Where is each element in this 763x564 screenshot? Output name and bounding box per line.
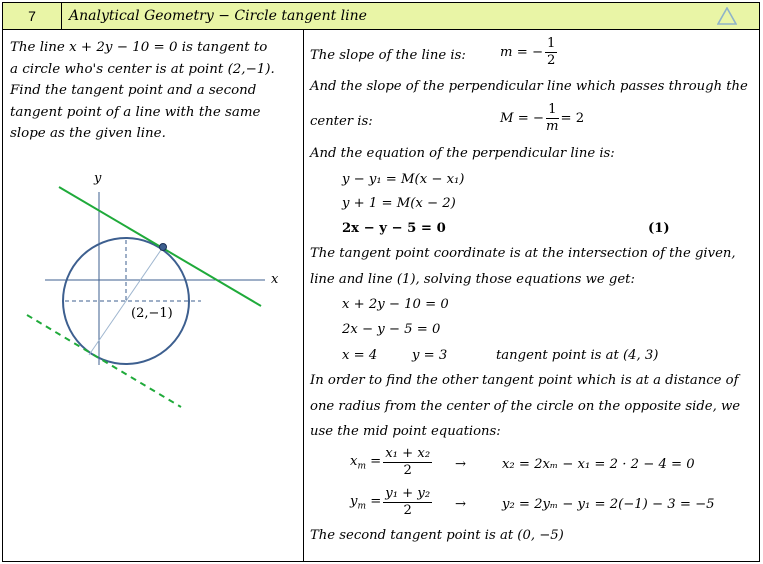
ym-numerator: y₁ + y₂ xyxy=(385,486,431,501)
other-text-2: one radius from the center of the circle on the opposite side, we xyxy=(310,399,741,414)
eq-text: And the equation of the perpendicular line is: xyxy=(310,146,615,161)
final-text: The second tangent point is at (0, −5) xyxy=(310,528,564,543)
slope-fraction xyxy=(545,36,557,69)
midpoint-y-equation xyxy=(350,486,434,519)
perp-fraction xyxy=(546,102,559,135)
solution-x: x = 4 xyxy=(342,348,378,363)
ym-denominator: 2 xyxy=(403,503,412,518)
perp-text-1: And the slope of the perpendicular line which passes through the xyxy=(310,79,748,94)
inter-text-2: line and line (1), solving those equations we get: xyxy=(310,272,635,287)
xm-lhs: $x_m$ = xyxy=(350,453,382,472)
tangent-point xyxy=(160,244,167,251)
problem-number: 7 xyxy=(3,3,62,29)
perp-lhs: M = − xyxy=(500,111,544,126)
xm-arrow-icon: → xyxy=(455,457,467,472)
ym-lhs: $y_m$ = xyxy=(350,493,382,512)
xm-denominator: 2 xyxy=(403,463,412,478)
problem-line: Find the tangent point and a second xyxy=(10,83,257,98)
xm-symbol: x xyxy=(350,453,358,469)
midpoint-x-equation xyxy=(350,446,434,479)
xm-fraction xyxy=(383,446,432,479)
perp-line xyxy=(310,102,585,134)
slope-lhs: m = − xyxy=(500,45,543,60)
slope-denominator: 2 xyxy=(547,53,556,68)
y-axis-label: y xyxy=(94,171,102,186)
eq-line-2: y + 1 = M(x − 2) xyxy=(342,196,456,211)
ym-arrow-icon: → xyxy=(455,497,467,512)
slope-text: The slope of the line is: xyxy=(310,48,466,63)
column-divider xyxy=(303,30,304,561)
header-bar xyxy=(2,2,760,30)
eq-line-1: y − y₁ = M(x − x₁) xyxy=(342,172,465,187)
eq-line-3: 2x − y − 5 = 0 xyxy=(342,221,446,236)
system-eq-2: 2x − y − 5 = 0 xyxy=(342,322,441,337)
content-table xyxy=(2,30,760,562)
slope-line xyxy=(310,36,556,68)
ym-result: y₂ = 2yₘ − y₁ = 2(−1) − 3 = −5 xyxy=(502,497,715,512)
other-text-1: In order to find the other tangent point which is at a distance of xyxy=(310,373,739,388)
problem-title: Analytical Geometry − Circle tangent line xyxy=(69,8,367,24)
system-eq-1: x + 2y − 10 = 0 xyxy=(342,297,449,312)
center-label: (2,−1) xyxy=(131,306,173,321)
triangle-outline-icon[interactable] xyxy=(717,7,737,25)
problem-line: The line x + 2y − 10 = 0 is tangent to xyxy=(10,40,268,55)
perp-denominator: m xyxy=(546,119,559,134)
solution-tangent-point: tangent point is at (4, 3) xyxy=(496,348,659,363)
eq-line-3-tag: (1) xyxy=(648,221,670,236)
ym-subscript: m xyxy=(357,501,366,512)
xm-result: x₂ = 2xₘ − x₁ = 2 · 2 − 4 = 0 xyxy=(502,457,695,472)
solution-y: y = 3 xyxy=(412,348,448,363)
inter-text-1: The tangent point coordinate is at the intersection of the given, xyxy=(310,246,736,261)
xm-numerator: x₁ + x₂ xyxy=(385,446,431,461)
problem-line: tangent point of a line with the same xyxy=(10,104,261,120)
x-axis-label: x xyxy=(271,272,279,287)
xm-subscript: m xyxy=(357,461,366,472)
other-text-3: use the mid point equations: xyxy=(310,424,501,439)
perp-expression xyxy=(500,102,584,135)
perp-numerator: 1 xyxy=(546,102,559,119)
problem-line: slope as the given line. xyxy=(10,126,166,141)
slope-numerator: 1 xyxy=(547,36,556,51)
second-tangent-line xyxy=(27,315,181,407)
ym-symbol: y xyxy=(350,493,358,509)
problem-line: a circle who's center is at point (2,−1). xyxy=(10,61,275,77)
slope-expression xyxy=(500,36,559,69)
perp-text-2: center is: xyxy=(310,114,373,129)
perp-rhs: = 2 xyxy=(560,111,585,126)
ym-fraction xyxy=(383,486,432,519)
circle-tangent-figure xyxy=(3,30,303,430)
